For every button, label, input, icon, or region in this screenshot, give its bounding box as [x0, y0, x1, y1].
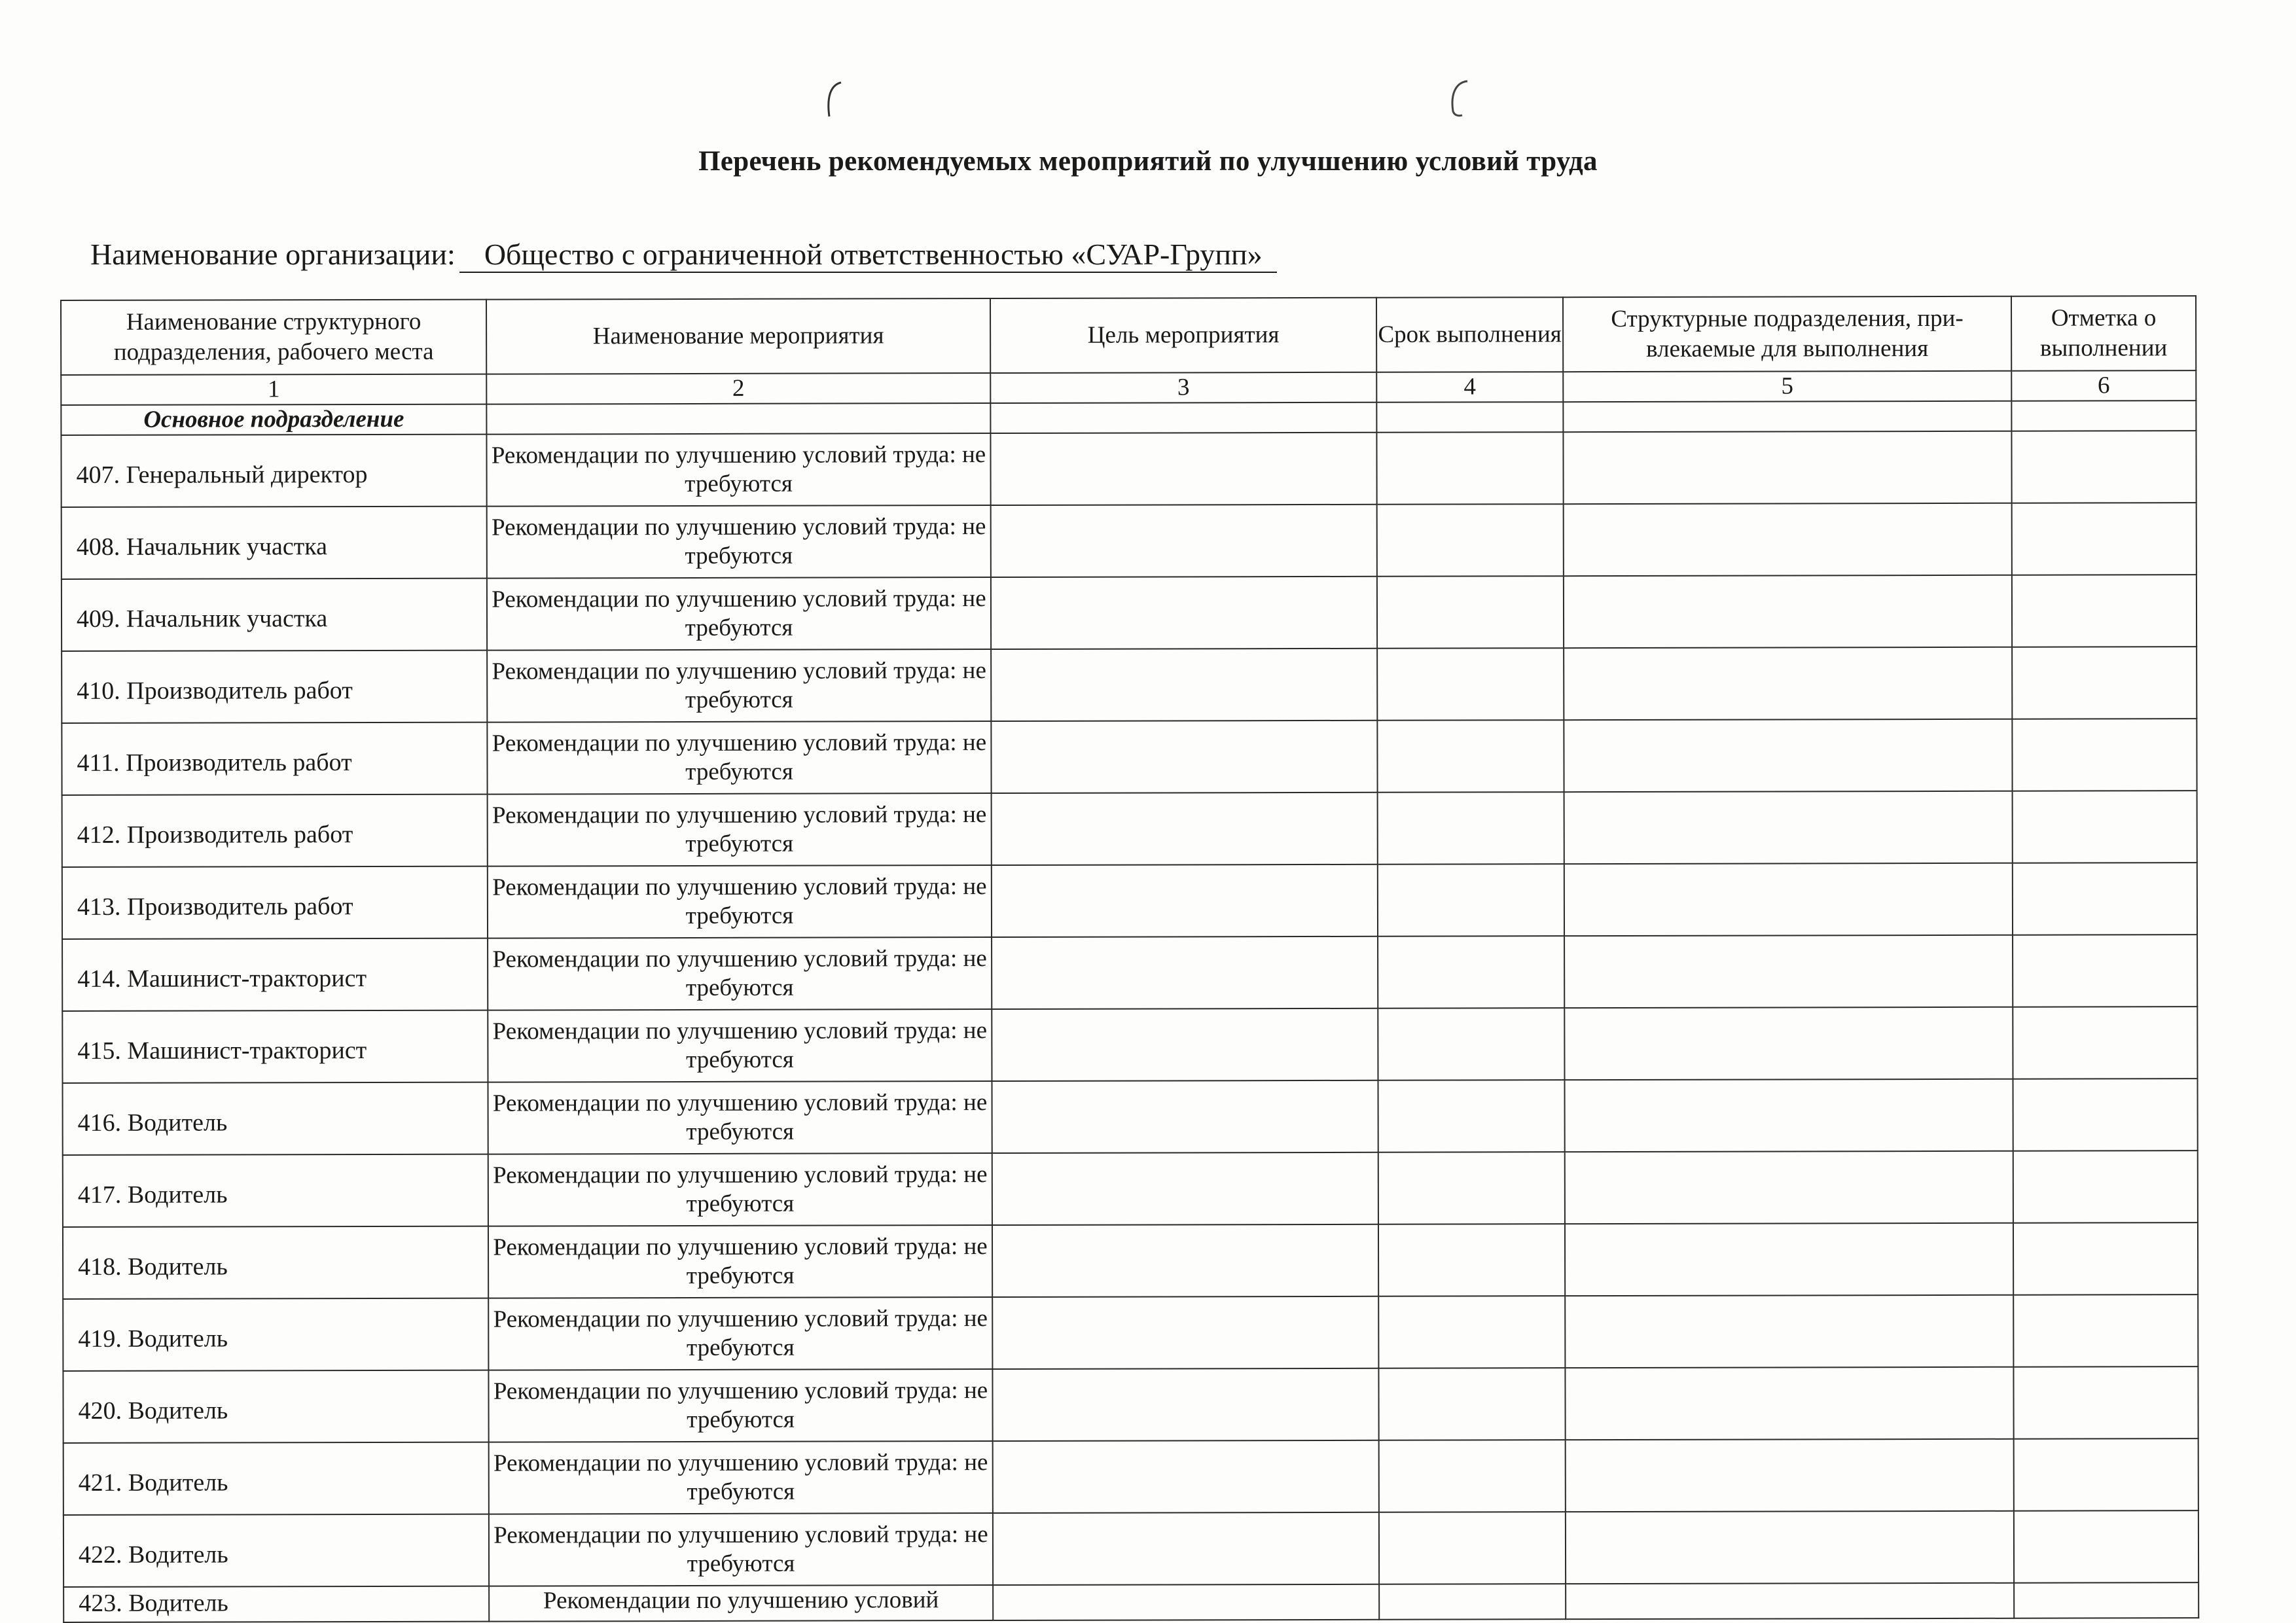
table-row: [63, 1510, 2198, 1587]
involved-units-cell: [1564, 863, 2013, 936]
measure-cell: Рекомендации по улучшению условий труда: не требуются: [488, 1225, 992, 1298]
table-row: [62, 575, 2197, 651]
deadline-cell: [1378, 1080, 1565, 1152]
workplace-cell: 414. Машинист-тракторист: [62, 938, 488, 1011]
workplace-cell: 422. Водитель: [63, 1514, 489, 1587]
staple-mark-right-icon: [1445, 77, 1471, 123]
document-title: Перечень рекомендуемых мероприятий по улучшению условий труда: [698, 146, 1598, 177]
section-row: [61, 401, 2196, 435]
table-header-row: [61, 296, 2196, 375]
workplace-cell: 409. Начальник участка: [62, 579, 487, 651]
goal-cell: [992, 1224, 1378, 1297]
empty-cell: [2011, 401, 2196, 431]
table-row: [62, 791, 2197, 867]
goal-cell: [992, 1368, 1378, 1441]
goal-cell: [991, 505, 1377, 577]
table-row: [63, 1079, 2198, 1155]
column-number: 6: [2011, 370, 2196, 401]
workplace-cell: 421. Водитель: [63, 1442, 489, 1515]
table-row: [63, 1294, 2198, 1371]
measure-cell: Рекомендации по улучшению условий труда: не требуются: [489, 1513, 993, 1586]
deadline-cell: [1376, 432, 1563, 505]
completion-mark-cell: [2013, 1366, 2198, 1439]
deadline-cell: [1378, 1008, 1564, 1080]
section-label: Основное подразделение: [61, 404, 486, 435]
table-row: [63, 1366, 2198, 1443]
goal-cell: [993, 1512, 1379, 1585]
measures-table: [60, 295, 2199, 1623]
workplace-cell: 423. Водитель: [63, 1586, 489, 1622]
completion-mark-cell: [2011, 431, 2196, 503]
measure-cell: Рекомендации по улучшению условий труда: не требуются: [489, 1441, 993, 1514]
goal-cell: [992, 793, 1378, 865]
empty-cell: [486, 403, 990, 435]
completion-mark-cell: [2012, 503, 2197, 575]
deadline-cell: [1378, 1296, 1565, 1368]
table-row: [62, 863, 2197, 939]
workplace-cell: 415. Машинист-тракторист: [62, 1010, 488, 1083]
completion-mark-cell: [2013, 935, 2197, 1007]
completion-mark-cell: [2012, 647, 2197, 719]
table-row: [63, 1222, 2198, 1299]
staple-mark-left-icon: [821, 77, 848, 123]
completion-mark-cell: [2012, 719, 2197, 791]
deadline-cell: [1379, 1440, 1566, 1512]
measure-cell: Рекомендации по улучшению условий труда: не требуются: [488, 865, 992, 938]
goal-cell: [992, 1152, 1378, 1225]
workplace-cell: 413. Производитель работ: [62, 866, 488, 939]
empty-cell: [990, 402, 1376, 433]
workplace-cell: 412. Производитель работ: [62, 794, 488, 867]
involved-units-cell: [1563, 431, 2011, 504]
deadline-cell: [1378, 936, 1564, 1008]
involved-units-cell: [1564, 791, 2013, 864]
deadline-cell: [1377, 720, 1564, 793]
workplace-cell: 419. Водитель: [63, 1298, 488, 1371]
involved-units-cell: [1564, 935, 2013, 1008]
goal-cell: [990, 433, 1376, 505]
goal-cell: [991, 721, 1377, 793]
goal-cell: [992, 1008, 1378, 1081]
measure-cell: Рекомендации по улучшению условий труда: не требуются: [487, 649, 991, 722]
deadline-cell: [1378, 792, 1564, 865]
deadline-cell: [1378, 1368, 1565, 1440]
column-number: 5: [1563, 371, 2011, 402]
table-row: [62, 647, 2197, 723]
involved-units-cell: [1564, 575, 2012, 648]
involved-units-cell: [1565, 1223, 2013, 1296]
measure-cell: Рекомендации по улучшению условий труда: не требуются: [488, 793, 992, 866]
table-row: [62, 1007, 2197, 1083]
deadline-cell: [1378, 864, 1564, 936]
table-row: [63, 1582, 2198, 1622]
deadline-cell: [1377, 648, 1564, 721]
header-involved-units: Структурные подразделения, при-влекаемые для выполнения: [1563, 296, 2011, 372]
deadline-cell: [1378, 1152, 1565, 1224]
completion-mark-cell: [2013, 1079, 2198, 1151]
column-number: 4: [1376, 372, 1563, 402]
completion-mark-cell: [2013, 1150, 2198, 1223]
involved-units-cell: [1566, 1583, 2014, 1619]
organization-line: [90, 237, 1277, 273]
involved-units-cell: [1564, 647, 2012, 720]
completion-mark-cell: [2012, 575, 2197, 647]
organization-label: Наименование организации:: [90, 238, 456, 271]
table-row: [62, 719, 2197, 795]
workplace-cell: 411. Производитель работ: [62, 722, 487, 795]
column-number: 1: [61, 374, 486, 405]
completion-mark-cell: [2014, 1510, 2198, 1583]
workplace-cell: 416. Водитель: [63, 1082, 488, 1155]
involved-units-cell: [1564, 503, 2012, 576]
table-row: [61, 431, 2196, 507]
measure-cell: Рекомендации по улучшению условий труда: не требуются: [486, 433, 990, 507]
completion-mark-cell: [2013, 1007, 2197, 1079]
involved-units-cell: [1565, 1151, 2013, 1224]
table-row: [62, 503, 2197, 579]
goal-cell: [993, 1440, 1379, 1513]
column-number: 3: [990, 372, 1376, 403]
workplace-cell: 407. Генеральный директор: [61, 435, 486, 507]
goal-cell: [991, 649, 1377, 721]
involved-units-cell: [1565, 1079, 2013, 1152]
measures-table-wrapper: [60, 295, 2198, 1623]
column-number-row: [61, 370, 2196, 405]
involved-units-cell: [1566, 1439, 2014, 1512]
measure-cell: Рекомендации по улучшению условий труда: не требуются: [488, 1081, 992, 1154]
goal-cell: [992, 936, 1378, 1009]
involved-units-cell: [1565, 1295, 2013, 1368]
deadline-cell: [1379, 1584, 1566, 1620]
goal-cell: [992, 1296, 1378, 1369]
completion-mark-cell: [2013, 1222, 2198, 1295]
deadline-cell: [1379, 1512, 1566, 1584]
deadline-cell: [1378, 1224, 1565, 1296]
goal-cell: [991, 577, 1377, 649]
header-completion-mark: Отметка о выполнении: [2011, 296, 2196, 371]
goal-cell: [992, 1080, 1378, 1153]
deadline-cell: [1377, 504, 1564, 577]
completion-mark-cell: [2013, 791, 2197, 863]
table-row: [62, 935, 2197, 1011]
measure-cell: Рекомендации по улучшению условий труда: не требуются: [488, 1297, 992, 1370]
table-row: [63, 1150, 2198, 1227]
workplace-cell: 420. Водитель: [63, 1370, 488, 1443]
workplace-cell: 410. Производитель работ: [62, 651, 487, 723]
measure-cell: Рекомендации по улучшению условий труда: не требуются: [487, 577, 991, 651]
organization-name: Общество с ограниченной ответственностью «СУАР-Групп»: [459, 237, 1277, 273]
header-deadline: Срок выполнения: [1376, 297, 1563, 372]
workplace-cell: 408. Начальник участка: [62, 507, 487, 579]
header-measure-goal: Цель мероприятия: [990, 298, 1376, 373]
workplace-cell: 418. Водитель: [63, 1226, 488, 1299]
involved-units-cell: [1564, 719, 2012, 792]
measure-cell: Рекомендации по улучшению условий труда: не требуются: [487, 721, 991, 794]
table-row: [63, 1438, 2198, 1515]
goal-cell: [993, 1584, 1379, 1620]
header-measure-name: Наименование мероприятия: [486, 298, 990, 374]
deadline-cell: [1377, 576, 1564, 649]
empty-cell: [1563, 401, 2011, 432]
workplace-cell: 417. Водитель: [63, 1154, 488, 1227]
involved-units-cell: [1566, 1511, 2014, 1584]
measure-cell: Рекомендации по улучшению условий труда: не требуются: [488, 1009, 992, 1082]
completion-mark-cell: [2013, 1294, 2198, 1367]
measure-cell: Рекомендации по улучшению условий труда: не требуются: [488, 937, 992, 1010]
column-number: 2: [486, 373, 990, 404]
involved-units-cell: [1565, 1367, 2013, 1440]
measure-cell: Рекомендации по улучшению условий труда: не требуются: [487, 505, 991, 579]
goal-cell: [992, 865, 1378, 937]
header-workplace: Наименование структурного подразделения, рабочего места: [61, 300, 486, 375]
completion-mark-cell: [2014, 1438, 2198, 1511]
measure-cell: Рекомендации по улучшению условий труда: не требуются: [488, 1369, 992, 1442]
completion-mark-cell: [2014, 1582, 2198, 1618]
completion-mark-cell: [2013, 863, 2197, 935]
measure-cell: Рекомендации по улучшению условий труда: не требуются: [488, 1153, 992, 1226]
involved-units-cell: [1564, 1007, 2013, 1080]
empty-cell: [1376, 402, 1563, 433]
measure-cell: Рекомендации по улучшению условий: [489, 1585, 993, 1622]
